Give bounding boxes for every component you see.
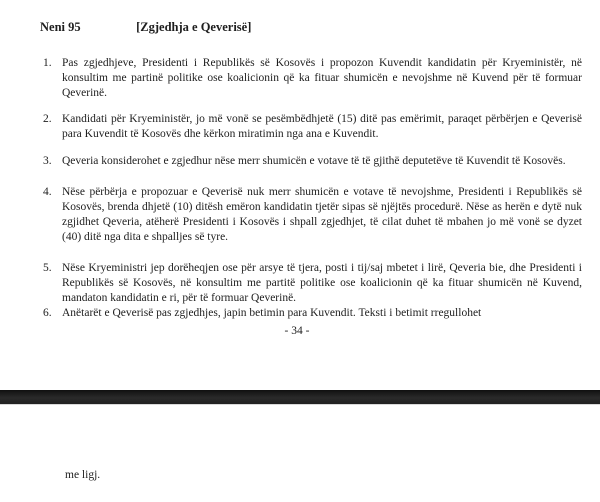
clause-number: 4. <box>43 186 52 198</box>
list-item <box>40 56 582 101</box>
document-page-34 <box>40 0 582 339</box>
article-number: Neni 95 <box>40 20 81 34</box>
next-page-text-fragment: me ligj. <box>65 469 101 481</box>
article-title-row <box>40 19 582 35</box>
clause-number: 6. <box>43 307 52 319</box>
clause-text: Pas zgjedhjeve, Presidenti i Republikës së Kosovës i propozon Kuvendit kandidatin për Kryeministër, në konsultim me partinë politike ose koalicionin që ka fituar shumicën e nevojshme në Kuvend për të formuar Qeverinë. <box>62 57 582 99</box>
list-item <box>40 185 582 245</box>
clause-text: Qeveria konsiderohet e zgjedhur nëse merr shumicën e votave të të gjithë deputetëve të Kuvendit të Kosovës. <box>62 155 566 167</box>
clause-text: Nëse përbërja e propozuar e Qeverisë nuk merr shumicën e votave të nevojshme, Presidenti i Republikës së Kosovës, brenda dhjetë (10) ditësh emëron kandidatin tjetër sipas së njëjtës procedurë. Nëse as herën e dytë nuk zgjidhet Qeveria, atëherë Presidenti i Kosovës i shpall zgjedhjet, të cilat duhet të mbahen jo më vonë se dyzet (40) ditë nga dita e shpalljes së tyre. <box>62 186 582 243</box>
clause-number: 3. <box>43 155 52 167</box>
clause-list <box>40 56 582 321</box>
list-item <box>40 261 582 306</box>
page-number: - 34 - <box>284 325 310 337</box>
clause-text: Nëse Kryeministri jep dorëheqjen ose për arsye të tjera, posti i tij/saj mbetet i lirë, Qeveria bie, dhe Presidenti i Republikës së Kosovës, në konsultim me partitë politike ose koalicionin që ka fituar shumicën në Kuvend, mandaton kandidatin e ri, për të formuar Qeverinë. <box>62 262 582 304</box>
list-item <box>40 154 582 169</box>
clause-text: Anëtarët e Qeverisë pas zgjedhjes, japin betimin para Kuvendit. Teksti i betimit rregullohet <box>62 307 482 319</box>
clause-text: Kandidati për Kryeministër, jo më vonë se pesëmbëdhjetë (15) ditë pas emërimit, paraqet përbërjen e Qeverisë para Kuvendit të Kosovës dhe kërkon miratimin nga ana e Kuvendit. <box>62 113 582 140</box>
clause-number: 2. <box>43 113 52 125</box>
list-item <box>40 112 582 142</box>
article-heading: [Zgjedhja e Qeverisë] <box>136 20 252 34</box>
list-item <box>40 306 582 321</box>
clause-number: 5. <box>43 262 52 274</box>
clause-number: 1. <box>43 57 52 69</box>
page-separator-bar <box>0 390 600 404</box>
